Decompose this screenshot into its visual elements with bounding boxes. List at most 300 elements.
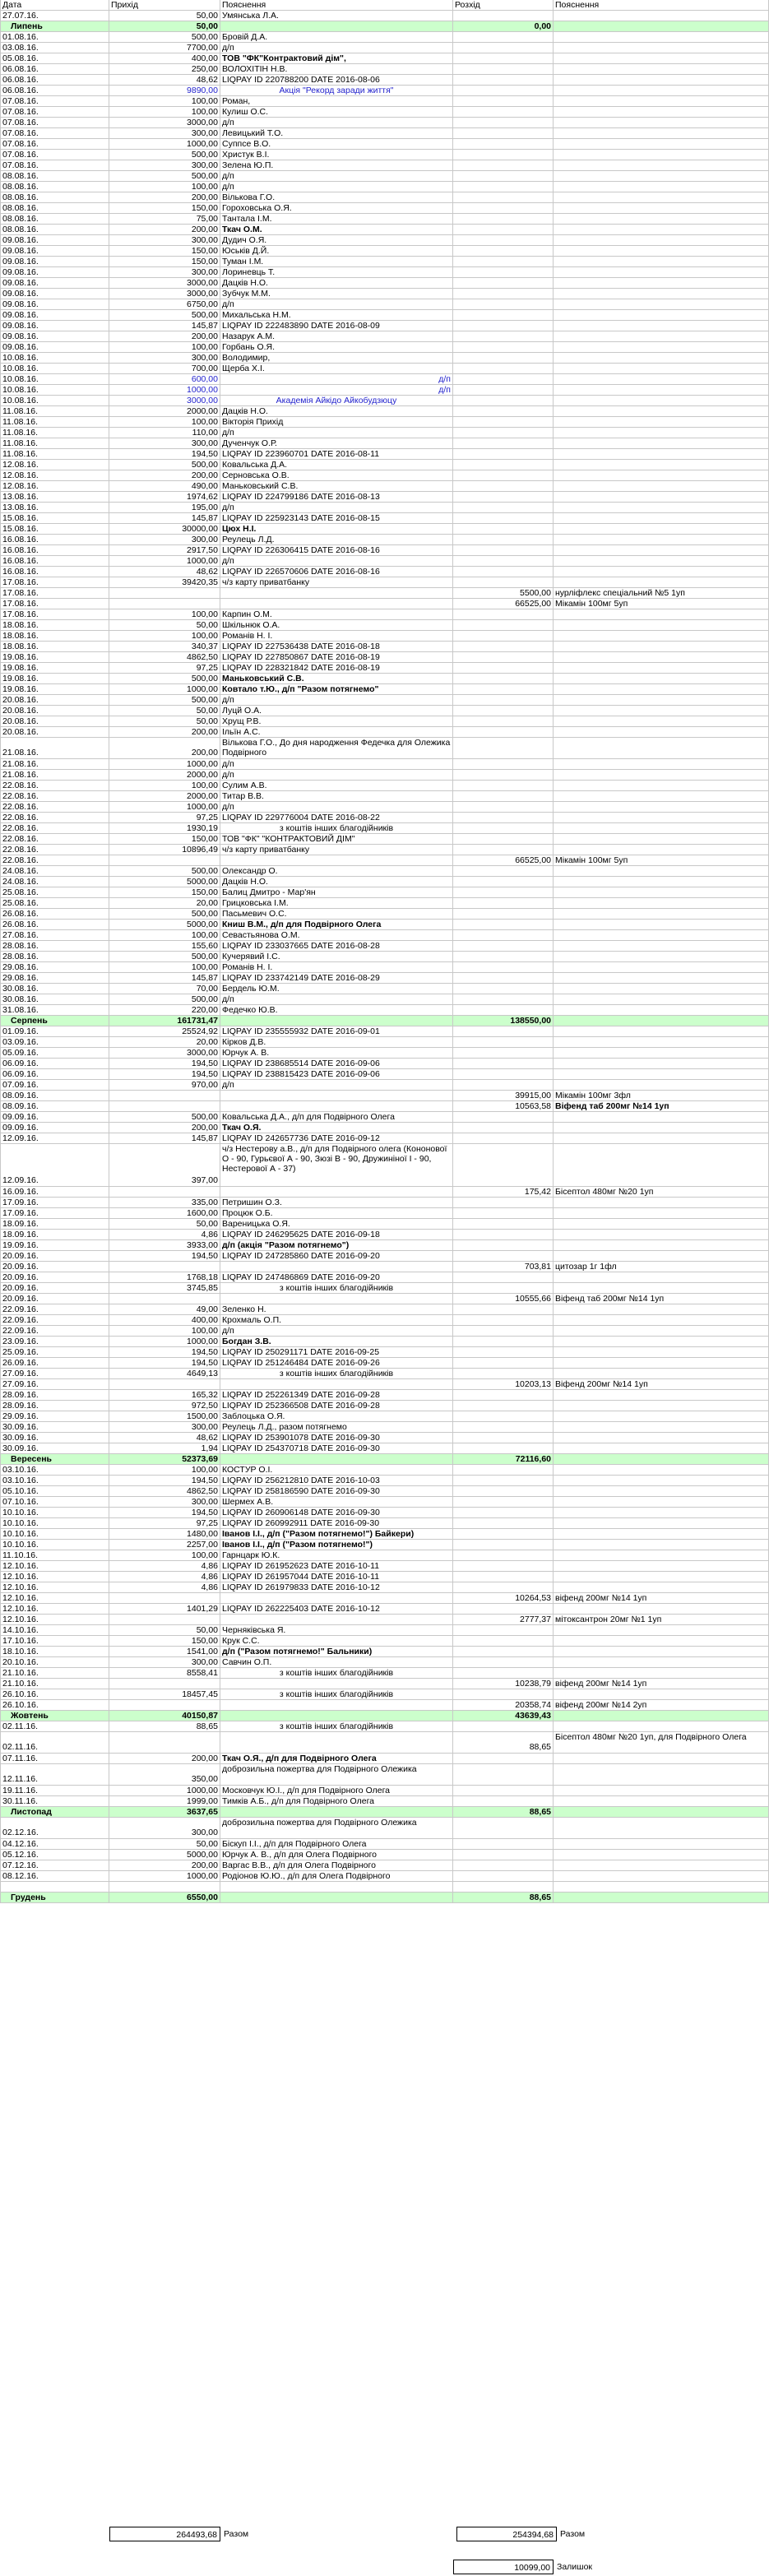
cell-income: 100,00: [109, 609, 220, 619]
cell-income: 150,00: [109, 257, 220, 266]
cell-income-note: LIQPAY ID 252366508 DATE 2016-09-28: [220, 1401, 453, 1411]
cell-income-note: [220, 1593, 453, 1603]
table-row: [0, 32, 769, 43]
cell-date: 10.10.16.: [0, 1508, 109, 1517]
cell-income: 500,00: [109, 32, 220, 42]
cell-date: 27.09.16.: [0, 1379, 109, 1389]
cell-date: 28.08.16.: [0, 952, 109, 961]
cell-income: 1000,00: [109, 556, 220, 566]
cell-expense-note: [554, 428, 769, 438]
cell-expense-note: [554, 310, 769, 320]
table-row: [0, 770, 769, 781]
table-row: [0, 1486, 769, 1497]
table-row: [0, 984, 769, 994]
cell-income: 145,87: [109, 321, 220, 331]
cell-expense-note: [554, 535, 769, 544]
cell-income: [109, 1294, 220, 1304]
table-row: [0, 524, 769, 535]
cell-expense: [453, 941, 554, 951]
cell-expense: [453, 1069, 554, 1079]
cell-date: 27.09.16.: [0, 1369, 109, 1378]
cell-income-note: Левицький Т.О.: [220, 128, 453, 138]
cell-date: 03.10.16.: [0, 1465, 109, 1475]
cell-date: 17.08.16.: [0, 577, 109, 587]
cell-date: 22.08.16.: [0, 845, 109, 855]
cell-expense-note: [554, 1326, 769, 1336]
table-row: [0, 1476, 769, 1486]
cell-date: 10.08.16.: [0, 364, 109, 373]
cell-expense: [453, 663, 554, 673]
cell-expense-note: [554, 1123, 769, 1133]
cell-income-note: [220, 1187, 453, 1197]
table-row: [0, 1518, 769, 1529]
cell-expense: [453, 556, 554, 566]
cell-income-note: Суппсе В.О.: [220, 139, 453, 149]
cell-expense: 66525,00: [453, 599, 554, 609]
cell-income: 194,50: [109, 1251, 220, 1261]
cell-income: 70,00: [109, 984, 220, 994]
cell-expense-note: [554, 1037, 769, 1047]
cell-date: 28.08.16.: [0, 941, 109, 951]
cell-date: 21.10.16.: [0, 1668, 109, 1678]
table-row: [0, 716, 769, 727]
cell-income: 4,86: [109, 1572, 220, 1582]
cell-date: 03.10.16.: [0, 1476, 109, 1485]
cell-expense-note: [554, 1818, 769, 1838]
table-row: [0, 406, 769, 417]
cell-income-note: Кірков Д.В.: [220, 1037, 453, 1047]
cell-date: 05.09.16.: [0, 1048, 109, 1058]
cell-expense: [453, 96, 554, 106]
month-total-row: [0, 1454, 769, 1465]
cell-income: [109, 1101, 220, 1111]
cell-income: 150,00: [109, 834, 220, 844]
cell-expense-note: [554, 1080, 769, 1090]
cell-expense-note: Мікамін 100мг 5уп: [554, 855, 769, 865]
cell-expense-note: [554, 930, 769, 940]
cell-expense-note: [554, 1390, 769, 1400]
cell-date: 20.08.16.: [0, 716, 109, 726]
cell-income-note: Христук В.І.: [220, 150, 453, 160]
cell-income-note: [220, 1615, 453, 1624]
cell-expense: [453, 909, 554, 919]
cell-expense-note: [554, 1508, 769, 1517]
table-row: [0, 118, 769, 128]
cell-date: 07.08.16.: [0, 107, 109, 117]
cell-expense-note: [554, 706, 769, 716]
cell-expense-note: [554, 1871, 769, 1881]
cell-income-note: д/п: [220, 182, 453, 192]
cell-expense: [453, 1572, 554, 1582]
cell-income-note: ч/з Нестерову а.В., д/п для Подвірного олега (Кононової О - 90, Гурьєвої А - 90, Зюзі В - 90, Дружиніної І - 90, Нестерової А - 37): [220, 1144, 453, 1186]
cell-expense: [453, 513, 554, 523]
cell-date: 20.09.16.: [0, 1251, 109, 1261]
table-row: [0, 973, 769, 984]
cell-expense-note: [554, 1026, 769, 1036]
cell-income-note: д/п: [220, 695, 453, 705]
header-income: Прихід: [109, 0, 220, 10]
cell-income: 397,00: [109, 1144, 220, 1186]
cell-date: 24.08.16.: [0, 877, 109, 887]
table-row: [0, 1561, 769, 1572]
cell-date: 18.08.16.: [0, 631, 109, 641]
cell-date: 11.10.16.: [0, 1550, 109, 1560]
cell-date: 14.10.16.: [0, 1625, 109, 1635]
cell-date: 08.09.16.: [0, 1101, 109, 1111]
cell-date: 21.10.16.: [0, 1679, 109, 1689]
table-row: [0, 855, 769, 866]
table-row: [0, 1647, 769, 1657]
header-date: Дата: [0, 0, 109, 10]
cell-expense: [453, 1486, 554, 1496]
cell-expense: [453, 620, 554, 630]
table-row: [0, 1326, 769, 1337]
cell-income: 194,50: [109, 449, 220, 459]
cell-expense-note: [554, 716, 769, 726]
cell-income-note: Шермех А.В.: [220, 1497, 453, 1507]
table-row: [0, 1882, 769, 1893]
table-row: [0, 128, 769, 139]
table-row: [0, 706, 769, 716]
cell-expense: [453, 1443, 554, 1453]
cell-date: 18.09.16.: [0, 1219, 109, 1229]
cell-income-note: д/п: [220, 43, 453, 53]
cell-expense-note: [554, 1561, 769, 1571]
table-row: [0, 1796, 769, 1807]
cell-income-note: Сулим А.В.: [220, 781, 453, 790]
table-row: [0, 364, 769, 374]
cell-expense: [453, 1582, 554, 1592]
cell-expense-note: Мікамін 100мг 5уп: [554, 599, 769, 609]
cell-expense-note: [554, 1850, 769, 1860]
cell-expense: [453, 1882, 554, 1892]
cell-expense: 88,65: [453, 1807, 554, 1817]
table-row: [0, 791, 769, 802]
cell-income: 2257,00: [109, 1540, 220, 1550]
cell-income: 100,00: [109, 417, 220, 427]
cell-date: 09.09.16.: [0, 1123, 109, 1133]
cell-date: 20.09.16.: [0, 1262, 109, 1272]
cell-income: 1,94: [109, 1443, 220, 1453]
cell-income-note: LIQPAY ID 238685514 DATE 2016-09-06: [220, 1059, 453, 1068]
cell-expense-note: [554, 1550, 769, 1560]
cell-expense: [453, 139, 554, 149]
table-row: [0, 727, 769, 738]
cell-income: 100,00: [109, 182, 220, 192]
cell-expense: [453, 524, 554, 534]
header-row: [0, 0, 769, 11]
cell-income: 5000,00: [109, 877, 220, 887]
cell-income: 150,00: [109, 887, 220, 897]
cell-income: 4862,50: [109, 1486, 220, 1496]
table-row: [0, 567, 769, 577]
cell-income-note: Романів Н. І.: [220, 962, 453, 972]
cell-expense-note: [554, 1497, 769, 1507]
cell-date: 09.08.16.: [0, 289, 109, 299]
cell-income-note: д/п: [220, 385, 453, 395]
cell-expense-note: [554, 620, 769, 630]
cell-date: 09.08.16.: [0, 331, 109, 341]
table-row: [0, 1754, 769, 1764]
cell-expense-note: [554, 1401, 769, 1411]
table-row: [0, 139, 769, 150]
cell-date: 22.08.16.: [0, 834, 109, 844]
cell-expense: [453, 973, 554, 983]
cell-date: 10.10.16.: [0, 1540, 109, 1550]
cell-income-note: LIQPAY ID 233037665 DATE 2016-08-28: [220, 941, 453, 951]
cell-expense-note: [554, 1005, 769, 1015]
cell-expense-note: [554, 1647, 769, 1656]
cell-expense: [453, 406, 554, 416]
cell-income: 100,00: [109, 781, 220, 790]
cell-date: Вересень: [0, 1454, 109, 1464]
cell-income-note: LIQPAY ID 229776004 DATE 2016-08-22: [220, 813, 453, 822]
cell-date: 22.08.16.: [0, 823, 109, 833]
table-row: [0, 1230, 769, 1240]
cell-expense-note: [554, 1529, 769, 1539]
cell-expense: [453, 1283, 554, 1293]
cell-expense-note: [554, 331, 769, 341]
cell-income-note: Реулець Л.Д.: [220, 535, 453, 544]
cell-expense-note: [554, 1133, 769, 1143]
cell-expense: [453, 577, 554, 587]
cell-expense-note: [554, 1016, 769, 1026]
cell-expense: [453, 75, 554, 85]
cell-date: 27.08.16.: [0, 930, 109, 940]
cell-income-note: Романів Н. І.: [220, 631, 453, 641]
cell-income: [109, 1262, 220, 1272]
cell-date: 10.10.16.: [0, 1529, 109, 1539]
cell-expense: [453, 642, 554, 651]
cell-expense-note: [554, 866, 769, 876]
cell-expense: [453, 930, 554, 940]
cell-income-note: [220, 1294, 453, 1304]
cell-expense-note: [554, 1219, 769, 1229]
cell-income-note: Юськів Д.Й.: [220, 246, 453, 256]
cell-income: 5000,00: [109, 920, 220, 929]
cell-date: 28.09.16.: [0, 1390, 109, 1400]
table-row: [0, 1198, 769, 1208]
cell-income-note: Ільїн А.С.: [220, 727, 453, 737]
cell-date: 02.11.16.: [0, 1721, 109, 1731]
cell-income-note: [220, 1016, 453, 1026]
cell-income-note: Дученчук О.Р.: [220, 438, 453, 448]
cell-expense: [453, 1080, 554, 1090]
cell-expense: [453, 278, 554, 288]
cell-expense: [453, 438, 554, 448]
cell-expense: [453, 1497, 554, 1507]
cell-income: 145,87: [109, 513, 220, 523]
cell-income: 350,00: [109, 1764, 220, 1785]
cell-date: 18.08.16.: [0, 642, 109, 651]
cell-income: 3000,00: [109, 289, 220, 299]
cell-income: 2917,50: [109, 545, 220, 555]
cell-expense: 10203,13: [453, 1379, 554, 1389]
cell-income: 1000,00: [109, 385, 220, 395]
cell-income-note: з коштів інших благодійників: [220, 1721, 453, 1731]
cell-expense-note: [554, 802, 769, 812]
cell-date: 10.08.16.: [0, 396, 109, 405]
cell-expense-note: [554, 1240, 769, 1250]
cell-expense: [453, 1005, 554, 1015]
cell-expense-note: [554, 289, 769, 299]
cell-income: 7700,00: [109, 43, 220, 53]
cell-income: 4862,50: [109, 652, 220, 662]
cell-expense-note: [554, 438, 769, 448]
table-row: [0, 235, 769, 246]
table-row: [0, 513, 769, 524]
cell-income: 155,60: [109, 941, 220, 951]
cell-expense-note: віфенд 200мг №14 1уп: [554, 1593, 769, 1603]
cell-date: 26.08.16.: [0, 920, 109, 929]
cell-date: 22.08.16.: [0, 813, 109, 822]
cell-income: 500,00: [109, 994, 220, 1004]
cell-income-note: Шкільнюк О.А.: [220, 620, 453, 630]
cell-date: 19.08.16.: [0, 663, 109, 673]
cell-expense: [453, 1401, 554, 1411]
cell-expense: [453, 1465, 554, 1475]
cell-income-note: Ковтало т.Ю., д/п "Разом потягнемо": [220, 684, 453, 694]
table-row: [0, 1540, 769, 1550]
cell-income-note: Акція "Рекорд заради життя": [220, 86, 453, 95]
cell-income: 100,00: [109, 1326, 220, 1336]
cell-income-note: Карпин О.М.: [220, 609, 453, 619]
cell-date: 25.08.16.: [0, 898, 109, 908]
cell-expense: 10563,58: [453, 1101, 554, 1111]
cell-date: 10.08.16.: [0, 385, 109, 395]
table-row: [0, 417, 769, 428]
cell-income-note: д/п: [220, 171, 453, 181]
table-row: [0, 1315, 769, 1326]
cell-income-note: LIQPAY ID 247285860 DATE 2016-09-20: [220, 1251, 453, 1261]
cell-expense-note: [554, 513, 769, 523]
cell-expense-note: [554, 663, 769, 673]
cell-income-note: [220, 1882, 453, 1892]
cell-date: 21.08.16.: [0, 770, 109, 780]
cell-expense: [453, 1604, 554, 1614]
cell-expense: [453, 952, 554, 961]
cell-expense: [453, 962, 554, 972]
table-row: [0, 1850, 769, 1860]
cell-date: 26.10.16.: [0, 1689, 109, 1699]
cell-expense-note: [554, 1893, 769, 1902]
cell-income-note: Кучерявий І.С.: [220, 952, 453, 961]
table-row: [0, 1572, 769, 1582]
cell-expense-note: [554, 1048, 769, 1058]
cell-income: 30000,00: [109, 524, 220, 534]
cell-date: 18.08.16.: [0, 620, 109, 630]
cell-expense-note: [554, 973, 769, 983]
cell-expense-note: [554, 107, 769, 117]
cell-income: 3745,85: [109, 1283, 220, 1293]
cell-expense-note: [554, 118, 769, 127]
table-row: [0, 1080, 769, 1091]
cell-date: 18.10.16.: [0, 1647, 109, 1656]
cell-income-note: LIQPAY ID 226306415 DATE 2016-08-16: [220, 545, 453, 555]
cell-date: 04.12.16.: [0, 1839, 109, 1849]
cell-date: 09.08.16.: [0, 299, 109, 309]
cell-date: 20.08.16.: [0, 706, 109, 716]
cell-expense-note: [554, 267, 769, 277]
cell-income-note: LIQPAY ID 256212810 DATE 2016-10-03: [220, 1476, 453, 1485]
table-row: [0, 1604, 769, 1615]
cell-expense: [453, 823, 554, 833]
cell-expense: [453, 1059, 554, 1068]
cell-income: 1000,00: [109, 1337, 220, 1346]
cell-income: 400,00: [109, 53, 220, 63]
cell-income-note: LIQPAY ID 258186590 DATE 2016-09-30: [220, 1486, 453, 1496]
cell-income: 300,00: [109, 160, 220, 170]
cell-income: 220,00: [109, 1005, 220, 1015]
cell-expense-note: [554, 898, 769, 908]
cell-income: [109, 1187, 220, 1197]
cell-expense: [453, 1871, 554, 1881]
cell-income-note: LIQPAY ID 222483890 DATE 2016-08-09: [220, 321, 453, 331]
cell-expense: [453, 374, 554, 384]
cell-income: 1930,19: [109, 823, 220, 833]
cell-expense-note: [554, 1411, 769, 1421]
table-row: [0, 1144, 769, 1187]
table-row: [0, 75, 769, 86]
cell-income: 300,00: [109, 1497, 220, 1507]
cell-income-note: Дацків Н.О.: [220, 406, 453, 416]
cell-income: [109, 1679, 220, 1689]
cell-expense-note: [554, 684, 769, 694]
cell-expense: [453, 1347, 554, 1357]
cell-date: 11.08.16.: [0, 438, 109, 448]
cell-income: 25524,92: [109, 1026, 220, 1036]
cell-date: 17.09.16.: [0, 1208, 109, 1218]
table-row: [0, 86, 769, 96]
cell-date: 16.08.16.: [0, 556, 109, 566]
cell-expense-note: Віфенд таб 200мг №14 1уп: [554, 1294, 769, 1304]
table-body: [0, 11, 769, 1903]
cell-expense-note: [554, 1208, 769, 1218]
cell-expense-note: цитозар 1г 1фл: [554, 1262, 769, 1272]
cell-income: 1401,29: [109, 1604, 220, 1614]
cell-date: 24.08.16.: [0, 866, 109, 876]
cell-income-note: LIQPAY ID 226570606 DATE 2016-08-16: [220, 567, 453, 577]
cell-income-note: LIQPAY ID 250291171 DATE 2016-09-25: [220, 1347, 453, 1357]
table-row: [0, 192, 769, 203]
cell-date: 22.09.16.: [0, 1326, 109, 1336]
table-row: [0, 43, 769, 53]
header-income-note: Пояснення: [220, 0, 453, 10]
cell-income-note: ч/з карту приватбанку: [220, 577, 453, 587]
cell-date: 12.08.16.: [0, 460, 109, 470]
cell-expense: [453, 1786, 554, 1795]
cell-income: 194,50: [109, 1508, 220, 1517]
cell-income: 100,00: [109, 1465, 220, 1475]
cell-expense-note: [554, 877, 769, 887]
cell-expense: [453, 1625, 554, 1635]
cell-income-note: Ткач О.Я.: [220, 1123, 453, 1133]
cell-income-note: Крохмаль О.П.: [220, 1315, 453, 1325]
cell-date: 15.08.16.: [0, 513, 109, 523]
cell-expense-note: [554, 128, 769, 138]
cell-income: 145,87: [109, 973, 220, 983]
table-row: [0, 299, 769, 310]
table-row: [0, 695, 769, 706]
table-row: [0, 150, 769, 160]
table-row: [0, 642, 769, 652]
cell-income: 300,00: [109, 128, 220, 138]
cell-income-note: Лориневць Т.: [220, 267, 453, 277]
cell-income-note: Савчин О.П.: [220, 1657, 453, 1667]
cell-expense-note: [554, 1518, 769, 1528]
cell-income: 300,00: [109, 1818, 220, 1838]
cell-income: 3637,65: [109, 1807, 220, 1817]
